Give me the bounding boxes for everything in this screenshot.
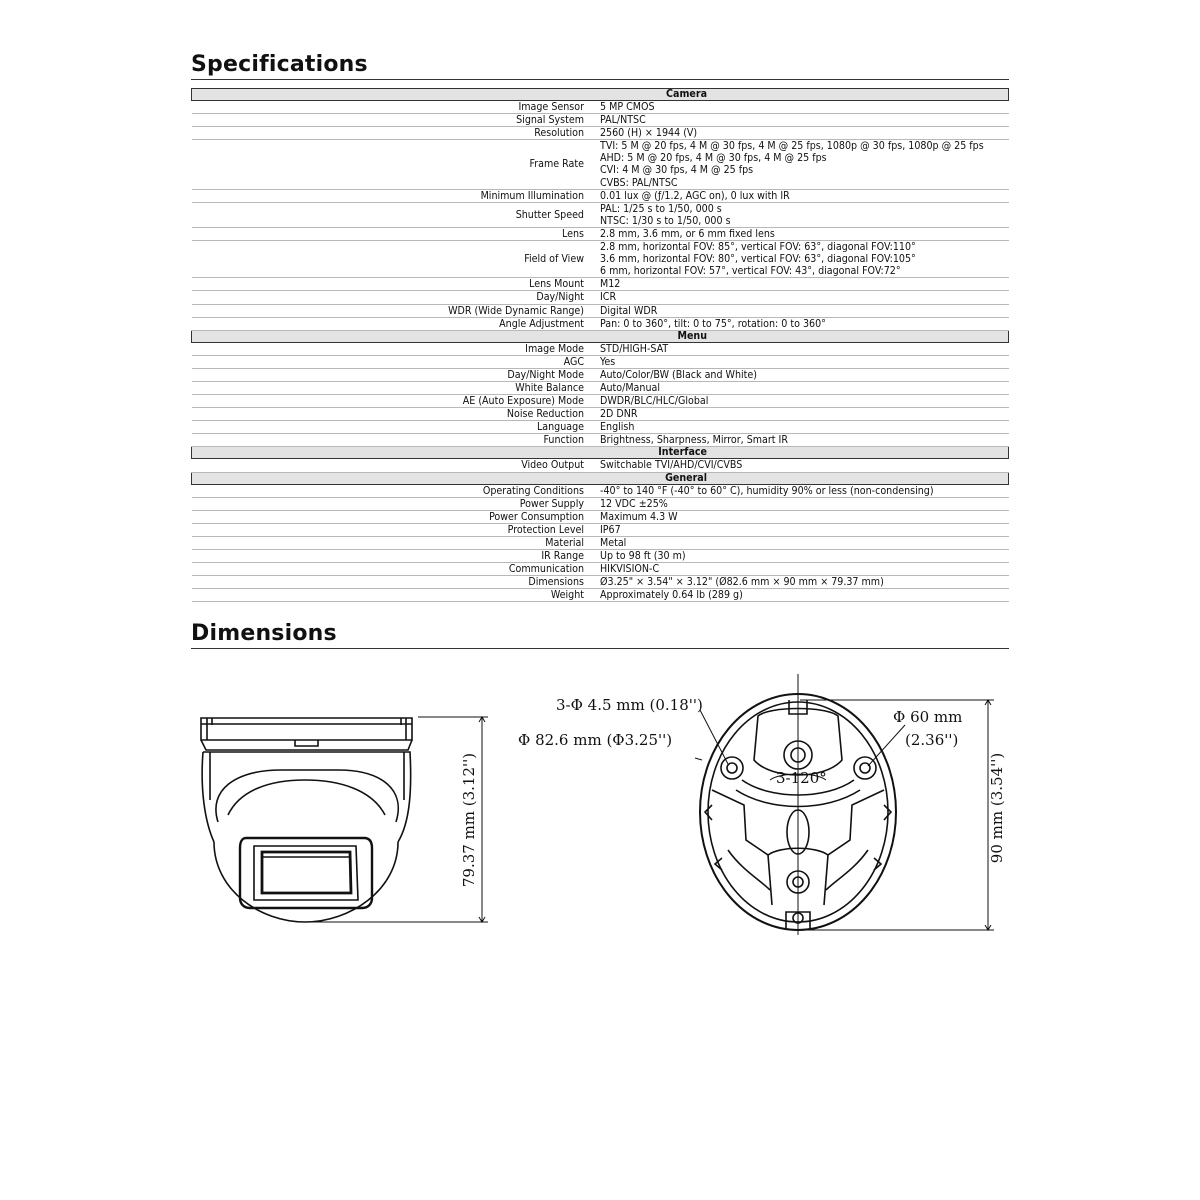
spec-value-line: Digital WDR (600, 304, 658, 317)
spec-value-line: IP67 (600, 523, 621, 536)
inner-diameter-inch-label: (2.36'') (905, 731, 959, 749)
spec-value-line: -40° to 140 °F (-40° to 60° C), humidity 90% or less (non-condensing) (600, 484, 934, 497)
dimension-drawings (0, 640, 1200, 960)
spec-label: AGC (192, 355, 601, 368)
spec-value (600, 278, 1009, 291)
category-label: Interface (658, 446, 707, 459)
spec-label: Resolution (192, 127, 601, 140)
spec-value-line: 6 mm, horizontal FOV: 57°, vertical FOV: 43°, diagonal FOV:72° (600, 265, 901, 278)
spec-value (600, 227, 1009, 240)
spec-label: White Balance (192, 381, 601, 394)
spec-value-line: PAL: 1/25 s to 1/50, 000 s (600, 202, 722, 215)
spec-row (192, 114, 1009, 127)
spec-row (192, 241, 1009, 278)
spec-label: Protection Level (192, 523, 601, 536)
spec-value-line: Metal (600, 536, 627, 549)
spec-row (192, 576, 1009, 589)
spec-row (192, 484, 1009, 497)
spec-label: WDR (Wide Dynamic Range) (192, 304, 601, 317)
hole-spec-label: 3-Φ 4.5 mm (0.18'') (556, 696, 703, 714)
spec-value-line: 2D DNR (600, 408, 638, 421)
spec-label: AE (Auto Exposure) Mode (192, 395, 601, 408)
spec-row (192, 523, 1009, 536)
spec-label: Operating Conditions (192, 484, 601, 497)
spec-label: Frame Rate (192, 140, 601, 189)
spec-label: Minimum Illumination (192, 189, 601, 202)
spec-value-line: Maximum 4.3 W (600, 510, 678, 523)
spec-row (192, 304, 1009, 317)
spec-row (192, 497, 1009, 510)
spec-value-line: Switchable TVI/AHD/CVI/CVBS (600, 459, 743, 472)
spec-value (600, 114, 1009, 127)
spec-row (192, 227, 1009, 240)
spec-value (600, 395, 1009, 408)
spec-value-line: CVBS: PAL/NTSC (600, 176, 678, 189)
spec-value (600, 459, 1009, 472)
spec-value-line: Pan: 0 to 360°, tilt: 0 to 75°, rotation: 0 to 360° (600, 317, 826, 330)
bottom-height-label: 90 mm (3.54'') (988, 752, 1006, 864)
spec-row (192, 550, 1009, 563)
camera-bottom-view (700, 674, 896, 935)
spec-row (192, 140, 1009, 189)
spec-value (600, 550, 1009, 563)
hole-angle-label: 3-120° (776, 769, 827, 787)
spec-value (600, 381, 1009, 394)
spec-label: Image Mode (192, 342, 601, 355)
specifications-heading: Specifications (191, 53, 1009, 80)
spec-value-line: Brightness, Sharpness, Mirror, Smart IR (600, 434, 788, 447)
spec-row (192, 421, 1009, 434)
spec-value-line: Auto/Manual (600, 381, 660, 394)
spec-row (192, 381, 1009, 394)
spec-value-line: 5 MP CMOS (600, 101, 655, 113)
category-label: General (665, 472, 707, 484)
spec-row (192, 202, 1009, 227)
spec-label: Weight (192, 589, 601, 602)
spec-value-line: Approximately 0.64 lb (289 g) (600, 589, 743, 602)
spec-value (600, 317, 1009, 330)
spec-value (600, 434, 1009, 447)
category-row-interface (192, 447, 1009, 459)
spec-value (600, 127, 1009, 140)
spec-value (600, 189, 1009, 202)
spec-value-line: DWDR/BLC/HLC/Global (600, 395, 709, 408)
spec-value (600, 140, 1009, 189)
spec-value-line: 3.6 mm, horizontal FOV: 80°, vertical FOV: 63°, diagonal FOV:105° (600, 253, 916, 266)
category-row-menu (192, 330, 1009, 342)
spec-value-line: ICR (600, 291, 617, 304)
spec-value (600, 101, 1009, 114)
camera-side-view (201, 718, 412, 922)
spec-value-line: Yes (600, 355, 616, 368)
spec-value-line: 2.8 mm, 3.6 mm, or 6 mm fixed lens (600, 227, 775, 240)
spec-label: IR Range (192, 550, 601, 563)
spec-label: Video Output (192, 459, 601, 472)
spec-value-line: Ø3.25" × 3.54" × 3.12" (Ø82.6 mm × 90 mm × 79.37 mm) (600, 576, 884, 589)
spec-value-line: 2.8 mm, horizontal FOV: 85°, vertical FOV: 63°, diagonal FOV:110° (600, 241, 916, 254)
spec-label: Material (192, 536, 601, 549)
spec-label: Function (192, 434, 601, 447)
spec-value-line: 2560 (H) × 1944 (V) (600, 127, 698, 140)
spec-row (192, 278, 1009, 291)
spec-row (192, 536, 1009, 549)
spec-label: Shutter Speed (192, 202, 601, 227)
spec-row (192, 434, 1009, 447)
spec-value (600, 408, 1009, 421)
spec-label: Day/Night (192, 291, 601, 304)
spec-label: Field of View (192, 241, 601, 278)
spec-label: Language (192, 421, 601, 434)
spec-row (192, 368, 1009, 381)
spec-value (600, 563, 1009, 576)
spec-label: Angle Adjustment (192, 317, 601, 330)
spec-row (192, 189, 1009, 202)
spec-row (192, 459, 1009, 472)
spec-label: Lens Mount (192, 278, 601, 291)
spec-label: Lens (192, 227, 601, 240)
spec-value-line: Up to 98 ft (30 m) (600, 550, 686, 562)
spec-value-line: HIKVISION-C (600, 563, 660, 576)
outer-diameter-label: Φ 82.6 mm (Φ3.25'') (518, 731, 673, 749)
dimensions-heading: Dimensions (191, 622, 1009, 649)
category-row-general (192, 472, 1009, 484)
spec-label: Image Sensor (192, 101, 601, 114)
spec-value-line: AHD: 5 M @ 20 fps, 4 M @ 30 fps, 4 M @ 25 fps (600, 152, 827, 165)
spec-label: Noise Reduction (192, 408, 601, 421)
category-row-camera (192, 89, 1009, 101)
spec-label: Dimensions (192, 576, 601, 589)
spec-value-line: TVI: 5 M @ 20 fps, 4 M @ 30 fps, 4 M @ 25 fps, 1080p @ 30 fps, 1080p @ 25 fps (600, 140, 984, 153)
spec-value (600, 510, 1009, 523)
spec-value-line: CVI: 4 M @ 30 fps, 4 M @ 25 fps (600, 164, 754, 177)
category-label: Menu (677, 330, 707, 342)
spec-value-line: PAL/NTSC (600, 114, 646, 127)
spec-value (600, 421, 1009, 434)
spec-row (192, 317, 1009, 330)
spec-row (192, 563, 1009, 576)
spec-value (600, 355, 1009, 368)
spec-row (192, 355, 1009, 368)
spec-value (600, 304, 1009, 317)
spec-value (600, 589, 1009, 602)
category-label: Camera (666, 88, 707, 100)
spec-value (600, 241, 1009, 278)
spec-value (600, 368, 1009, 381)
spec-value-line: English (600, 421, 635, 434)
spec-value (600, 497, 1009, 510)
spec-label: Communication (192, 563, 601, 576)
specifications-table (191, 88, 1009, 602)
spec-row (192, 101, 1009, 114)
spec-label: Signal System (192, 114, 601, 127)
spec-value (600, 536, 1009, 549)
spec-row (192, 342, 1009, 355)
spec-value-line: 12 VDC ±25% (600, 497, 668, 510)
spec-label: Power Supply (192, 497, 601, 510)
inner-diameter-label: Φ 60 mm (893, 708, 963, 726)
spec-value-line: NTSC: 1/30 s to 1/50, 000 s (600, 214, 731, 227)
side-height-label: 79.37 mm (3.12'') (460, 752, 478, 888)
spec-value (600, 291, 1009, 304)
spec-row (192, 127, 1009, 140)
spec-row (192, 510, 1009, 523)
spec-value (600, 342, 1009, 355)
spec-value (600, 523, 1009, 536)
spec-value-line: 0.01 lux @ (ƒ/1.2, AGC on), 0 lux with IR (600, 189, 790, 202)
spec-value (600, 484, 1009, 497)
spec-value-line: M12 (600, 278, 621, 291)
spec-row (192, 291, 1009, 304)
spec-label: Power Consumption (192, 510, 601, 523)
spec-value-line: STD/HIGH-SAT (600, 342, 669, 355)
spec-row (192, 408, 1009, 421)
spec-value (600, 202, 1009, 227)
spec-row (192, 589, 1009, 602)
spec-row (192, 395, 1009, 408)
spec-label: Day/Night Mode (192, 368, 601, 381)
spec-value-line: Auto/Color/BW (Black and White) (600, 368, 757, 381)
spec-value (600, 576, 1009, 589)
